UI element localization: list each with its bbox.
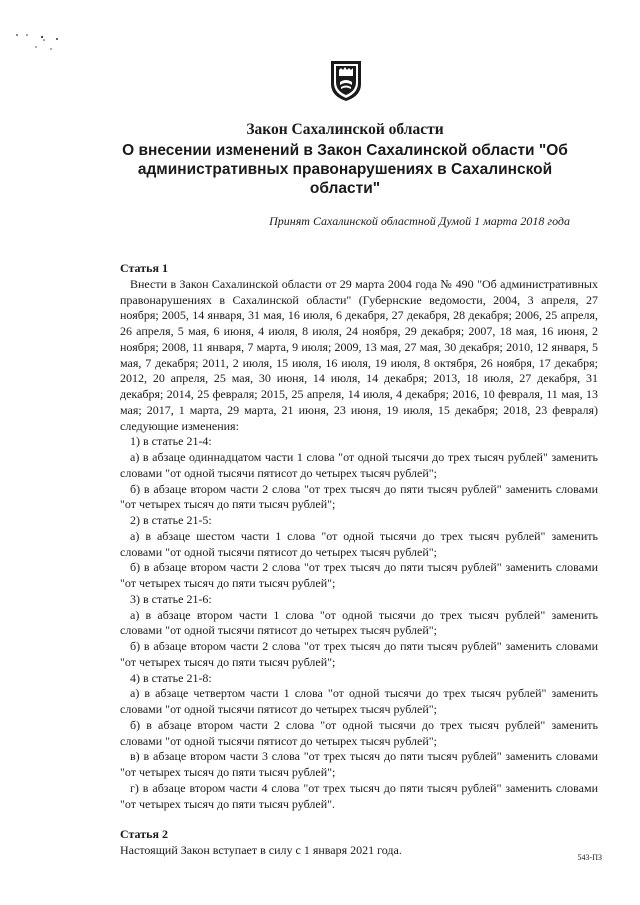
document-subtitle: О внесении изменений в Закон Сахалинской области "Об административных правонарушениях в Сахалинской области" <box>122 142 568 197</box>
list-item: б) в абзаце втором части 2 слова "от трех тысяч до пяти тысяч рублей" заменить словами "от четырех тысяч до пяти тысяч рублей"; <box>120 560 598 590</box>
list-item: а) в абзаце четвертом части 1 слова "от одной тысячи до трех тысяч рублей" заменить словами "от одной тысячи пятисот до четырех тысяч рублей"; <box>120 686 598 716</box>
list-item: б) в абзаце втором части 2 слова "от одной тысячи до трех тысяч рублей" заменить словами "от одной тысячи пятисот до четырех тысяч рублей"; <box>120 717 598 748</box>
document-title-block <box>110 120 580 198</box>
document-code: 543-ПЗ <box>577 853 602 862</box>
article-1-intro: Внести в Закон Сахалинской области от 29 марта 2004 года № 490 "Об административных правонарушениях в Сахалинской области" (Губернские ведомости, 2004, 3 апреля, 27 ноября; 2005, 14 января, 31 мая, 16 июля, 6 декабря, 27 декабря, 28 декабря; 2006, 25 апреля, 26 апреля, 5 мая, 6 июня, 4 июля, 8 июля, 24 ноября, 29 декабря; 2007, 18 мая, 16 июня, 2 ноября; 2008, 11 января, 7 марта, 9 июля; 2009, 13 мая, 27 мая, 30 декабря; 2010, 12 января, 5 мая, 7 декабря; 2011, 2 июля, 15 июля, 16 июля, 19 июля, 8 октября, 26 ноября, 17 декабря; 2012, 20 апреля, 25 мая, 30 июня, 14 июля, 14 декабря; 2013, 18 июля, 27 декабря, 31 декабря; 2014, 25 февраля; 2015, 25 апреля, 14 июля, 4 декабря; 2016, 10 февраля, 11 мая, 13 мая; 2017, 1 марта, 29 марта, 21 июня, 23 июня, 19 июля, 15 декабря; 2018, 23 февраля) следующие изменения: <box>120 276 598 433</box>
article-2-heading: Статья 2 <box>120 827 168 842</box>
adoption-note: Принят Сахалинской областной Думой 1 марта 2018 года <box>269 214 570 228</box>
list-item: в) в абзаце втором части 3 слова "от трех тысяч до пяти тысяч рублей" заменить словами "от четырех тысяч до пяти тысяч рублей"; <box>120 749 598 779</box>
sakhalin-coat-of-arms-icon <box>329 58 363 102</box>
list-item: 2) в статье 21-5: <box>130 513 212 527</box>
section-spacer <box>120 812 598 827</box>
list-item: г) в абзаце втором части 4 слова "от трех тысяч до пяти тысяч рублей" заменить словами "от четырех тысяч до пяти тысяч рублей". <box>120 780 598 811</box>
article-1-heading: Статья 1 <box>120 261 168 275</box>
document-title-line: Закон Сахалинской области <box>246 121 444 138</box>
list-item: 4) в статье 21-8: <box>130 670 212 685</box>
list-item: 3) в статье 21-6: <box>130 591 212 606</box>
article-2-text: Настоящий Закон вступает в силу с 1 января 2021 года. <box>120 843 402 857</box>
document-body <box>120 261 598 859</box>
list-item: 1) в статье 21-4: <box>130 434 212 449</box>
list-item: а) в абзаце втором части 1 слова "от одной тысячи до трех тысяч рублей" заменить словами "от одной тысячи пятисот до четырех тысяч рублей"; <box>120 607 598 638</box>
list-item: а) в абзаце шестом части 1 слова "от одной тысячи до трех тысяч рублей" заменить словами "от одной тысячи пятисот до четырех тысяч рублей"; <box>120 528 598 559</box>
list-item: б) в абзаце втором части 2 слова "от трех тысяч до пяти тысяч рублей" заменить словами "от четырех тысяч до пяти тысяч рублей"; <box>120 481 598 512</box>
scan-specks <box>14 22 84 52</box>
list-item: а) в абзаце одиннадцатом части 1 слова "от одной тысячи до трех тысяч рублей" заменить словами "от одной тысячи пятисот до четырех тысяч рублей"; <box>120 450 598 480</box>
list-item: б) в абзаце втором части 2 слова "от трех тысяч до пяти тысяч рублей" заменить словами "от четырех тысяч до пяти тысяч рублей"; <box>120 639 598 669</box>
